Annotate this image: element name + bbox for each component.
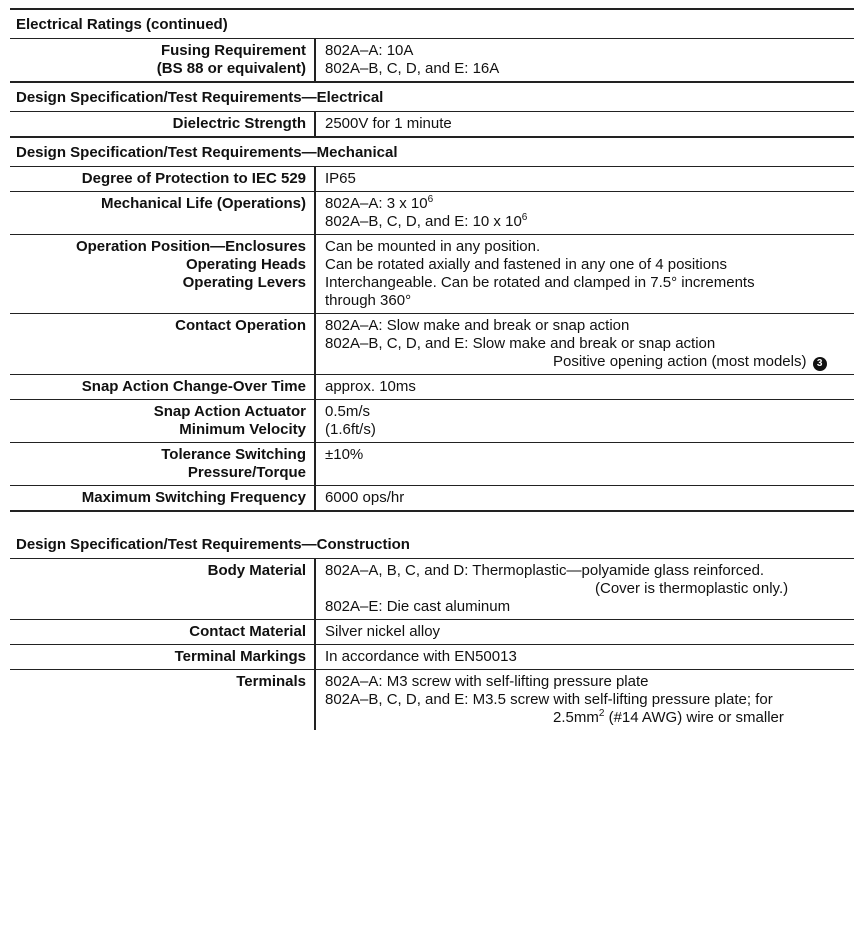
spec-table (10, 8, 854, 730)
spec-value: 0.5m/s (1.6ft/s) (325, 403, 376, 438)
spec-row (10, 375, 854, 400)
footnote-marker-icon: 3 (813, 357, 827, 371)
spec-row (10, 112, 854, 138)
spec-value: 802A–A, B, C, and D: Thermoplastic—polyamide glass reinforced. (Cover is thermoplastic only.) 802A–E: Die cast aluminum (325, 562, 789, 615)
spec-row (10, 486, 854, 512)
spec-row (10, 670, 854, 730)
spec-value: 802A–A: M3 screw with self-lifting pressure plate 802A–B, C, D, and E: M3.5 screw with self-lifting pressure plate; for $2.5mm^2$ (#14 AWG) wire or smaller (325, 673, 784, 726)
spec-row (10, 39, 854, 83)
spec-label: Snap Action Change-Over Time (10, 375, 316, 399)
spec-value: ±10% (325, 446, 364, 463)
spec-label: Snap Action Actuator Minimum Velocity (10, 400, 316, 442)
spec-value: Can be mounted in any position. Can be rotated axially and fastened in any one of 4 positions Interchangeable. Can be rotated and clamped in 7.5° increments through 360° (325, 238, 755, 309)
spec-value: In accordance with EN50013 (325, 648, 517, 665)
spec-label: Terminals (10, 670, 316, 730)
spec-value: 2500V for 1 minute (325, 115, 452, 132)
spec-value: approx. 10ms (325, 378, 416, 395)
section-header: Design Specification/Test Requirements—Electrical (10, 83, 854, 112)
spec-label: Fusing Requirement (BS 88 or equivalent) (10, 39, 316, 81)
spec-value: 802A–A: 10A 802A–B, C, D, and E: 16A (325, 42, 500, 77)
section-header: Electrical Ratings (continued) (10, 8, 854, 39)
spec-label: Contact Operation (10, 314, 316, 374)
spec-row (10, 167, 854, 192)
spec-label: Degree of Protection to IEC 529 (10, 167, 316, 191)
spec-label: Dielectric Strength (10, 112, 316, 136)
spec-row (10, 235, 854, 314)
spec-value: 802A–A: 3 x $10^6$ 802A–B, C, D, and E: 10 x $10^6$ (325, 194, 528, 230)
spec-row (10, 192, 854, 235)
spec-value: IP65 (325, 170, 356, 187)
spec-row (10, 620, 854, 645)
spec-label: Body Material (10, 559, 316, 619)
spec-row (10, 443, 854, 486)
spec-row (10, 559, 854, 620)
spec-label: Mechanical Life (Operations) (10, 192, 316, 234)
spec-label: Terminal Markings (10, 645, 316, 669)
section-header: Design Specification/Test Requirements—Mechanical (10, 138, 854, 167)
spec-value: 802A–A: Slow make and break or snap action 802A–B, C, D, and E: Slow make and break or snap action Positive opening action (most models) 3 (316, 314, 854, 374)
spec-label: Tolerance Switching Pressure/Torque (10, 443, 316, 485)
spec-value: 6000 ops/hr (325, 489, 405, 506)
spec-row (10, 645, 854, 670)
spec-label: Maximum Switching Frequency (10, 486, 316, 510)
spec-value: Silver nickel alloy (325, 623, 441, 640)
spec-row (10, 400, 854, 443)
section-header: Design Specification/Test Requirements—Construction (10, 530, 854, 559)
spec-label: Contact Material (10, 620, 316, 644)
spec-label: Operation Position—Enclosures Operating Heads Operating Levers (10, 235, 316, 313)
spec-row (10, 314, 854, 375)
